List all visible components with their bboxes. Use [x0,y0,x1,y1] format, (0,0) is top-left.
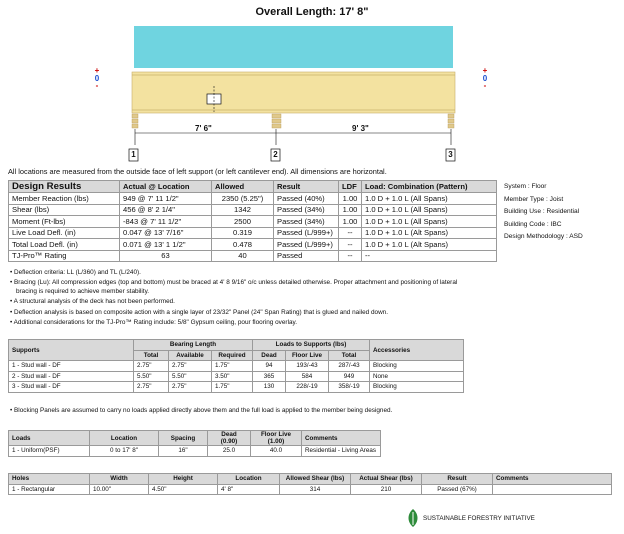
support-number-boxes [129,149,455,161]
table-row: 3 - Stud wall - DF 2.75" 2.75" 1.75" 130 228/-19 358/-19 Blocking [9,382,464,393]
supports-table [8,339,464,393]
design-notes [10,269,610,327]
dimension-lines [135,129,451,145]
design-results-header: Design Results Actual @ Location Allowed Result LDF Load: Combination (Pattern) [9,181,497,193]
joist-member [132,72,455,113]
support-2 [272,114,281,128]
table-row: 1 - Rectangular 10.00" 4.50" 4' 8" 314 210 Passed (67%) [9,484,612,495]
left-end-markers: + 0 - [94,66,100,90]
list-item: • Bracing (Lu): All compression edges (top and bottom) must be braced at 4' 8 9/16" o/c unless detailed otherwise. Proper attachment and positioning of lateral [10,279,458,287]
list-item: bracing is required to achieve member stability. [16,287,150,295]
uniform-load-band [134,26,453,68]
table-row: 1 - Stud wall - DF 2.75" 2.75" 1.75" 94 193/-43 287/-43 Blocking [9,361,464,372]
list-item: • Deflection criteria: LL (L/360) and TL (L/240). [10,269,141,276]
sfi-logo-text: SUSTAINABLE FORESTRY INITIATIVE [423,515,535,522]
supports-note: • Blocking Panels are assumed to carry no loads applied directly above them and the full load is applied to the member being designed. [10,407,393,414]
table-row: Live Load Defl. (in) 0.047 @ 13' 7/16" 0.319 Passed (L/999+) -- 1.0 D + 1.0 L (Alt Spans) [9,227,497,239]
hole-marker [207,94,221,104]
system-info: System : Floor Member Type : Joist Building Use : Residential Building Code : IBC Design Methodology : ASD [504,183,583,240]
overall-length-title: Overall Length: 17' 8" [255,6,369,18]
span-dim-right: 9' 3" [352,124,369,133]
support-3 [448,114,454,128]
loads-header: Loads Location Spacing Dead (0.90) Floor Live (1.00) Comments [9,431,381,446]
support-number-3: 3 [448,150,453,159]
table-row: 1 - Uniform(PSF) 0 to 17' 8" 16" 25.0 40.0 Residential - Living Areas [9,446,381,457]
table-row: TJ-Pro™ Rating 63 40 Passed -- -- [9,250,497,262]
list-item: • A structural analysis of the deck has not been performed. [10,298,175,306]
supports-header-sub: Total Available Required Dead Floor Live Total [9,350,464,361]
design-results-table [8,180,497,262]
table-row: Shear (lbs) 456 @ 8' 2 1/4" 1342 Passed (34%) 1.00 1.0 D + 1.0 L (All Spans) [9,204,497,216]
sfi-leaf-icon [406,508,420,528]
span-dim-left: 7' 6" [195,124,212,133]
support-1 [132,114,138,128]
measurement-note: All locations are measured from the outside face of left support (or left cantilever end). All dimensions are horizontal. [8,167,387,176]
right-end-markers: + 0 - [482,66,488,90]
table-row: 2 - Stud wall - DF 5.50" 5.50" 3.50" 365 584 949 None [9,371,464,382]
holes-table [8,473,612,495]
table-row: Member Reaction (lbs) 949 @ 7' 11 1/2" 2350 (5.25") Passed (40%) 1.00 1.0 D + 1.0 L (All Spans) [9,193,497,205]
list-item: • Additional considerations for the TJ-Pro™ Rating include: 5/8" Gypsum ceiling, pour flooring overlay. [10,319,298,327]
list-item: • Deflection analysis is based on composite action with a single layer of 23/32" Panel (24" Span Rating) that is glued and nailed down. [10,308,389,316]
support-number-2: 2 [273,150,278,159]
loads-table [8,430,381,457]
table-row: Total Load Defl. (in) 0.071 @ 13' 1 1/2" 0.478 Passed (L/999+) -- 1.0 D + 1.0 L (Alt Spans) [9,239,497,251]
holes-header: Holes Width Height Location Allowed Shear (lbs) Actual Shear (lbs) Result Comments [9,474,612,485]
support-number-1: 1 [131,150,136,159]
table-row: Moment (Ft-lbs) -843 @ 7' 11 1/2" 2500 Passed (34%) 1.00 1.0 D + 1.0 L (All Spans) [9,216,497,228]
supports-header-top: Supports Bearing Length Loads to Supports (lbs) Accessories [9,340,464,351]
